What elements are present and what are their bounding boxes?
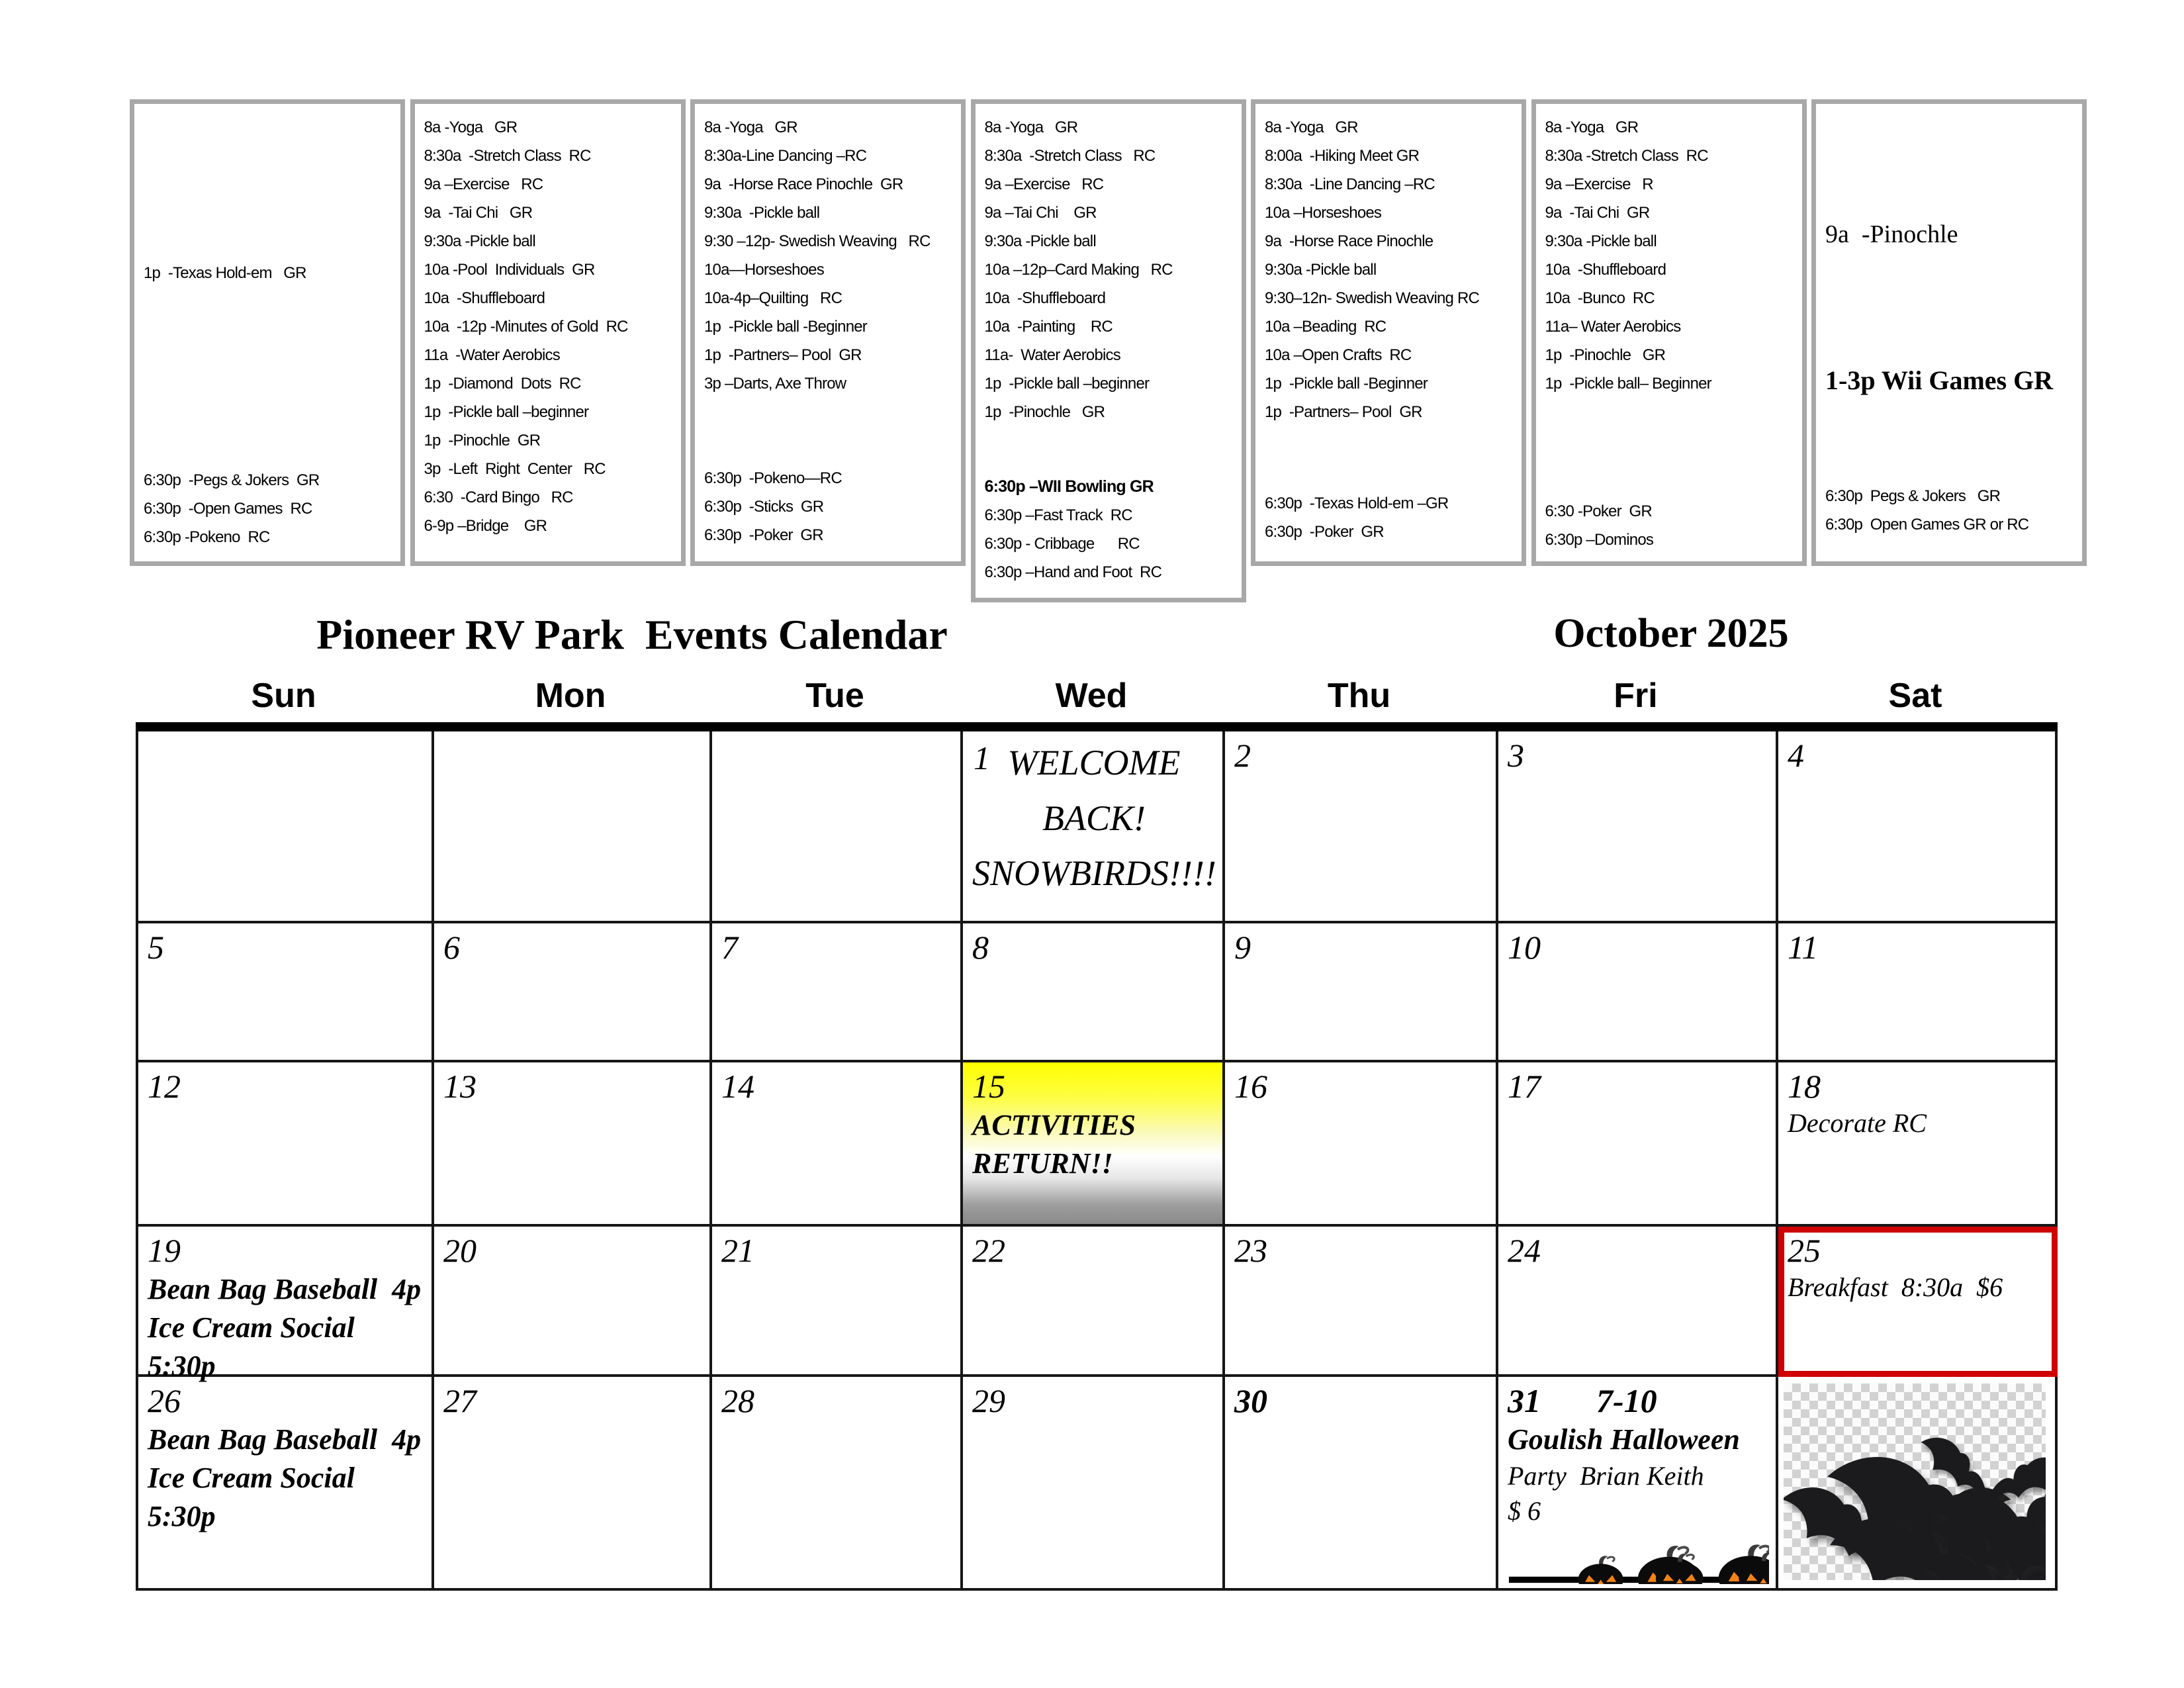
day-header-thu: Thu <box>1327 677 1391 715</box>
day-number: 4 <box>1788 737 1804 774</box>
schedule-event: 6:30p -Pokeno—RC <box>704 469 842 487</box>
calendar-cell-26 <box>138 1377 434 1591</box>
schedule-event: 8a -Yoga GR <box>984 118 1078 136</box>
schedule-box-wednesday <box>971 99 1246 602</box>
schedule-box-thursday <box>1251 99 1526 566</box>
schedule-event: 9:30a -Pickle ball <box>704 204 820 222</box>
calendar-cell-23 <box>1225 1227 1498 1377</box>
schedule-event: 8:30a -Line Dancing –RC <box>1265 175 1435 193</box>
schedule-box-monday <box>410 99 686 566</box>
schedule-event: 8a -Yoga GR <box>704 118 797 136</box>
schedule-event: 3p –Darts, Axe Throw <box>704 375 846 393</box>
calendar-cell-24 <box>1498 1227 1778 1377</box>
schedule-event: 10a -Pool Individuals GR <box>424 261 595 279</box>
schedule-event: 11a– Water Aerobics <box>1545 318 1681 336</box>
schedule-event: 10a -Shuffleboard <box>1545 261 1666 279</box>
day-number: 7 <box>721 929 738 966</box>
calendar-cell-2 <box>1225 731 1498 923</box>
schedule-event: 10a –Beading RC <box>1265 318 1387 336</box>
cell-note: $ 6 <box>1508 1495 1541 1526</box>
cell-note: 5:30p <box>148 1500 216 1533</box>
cell-note: Decorate RC <box>1788 1108 1927 1138</box>
schedule-event: 9:30a -Pickle ball <box>424 232 535 250</box>
calendar-grid <box>136 722 2058 1591</box>
cell-note: Party Brian Keith <box>1508 1461 1704 1491</box>
calendar-cell-15 <box>963 1062 1225 1227</box>
day-number: 15 <box>972 1068 1005 1105</box>
schedule-event: 1p -Pickle ball –beginner <box>984 375 1150 393</box>
cell-note: WELCOME <box>1007 743 1181 782</box>
calendar-cell-bats <box>1778 1377 2058 1591</box>
day-number: 6 <box>443 929 460 966</box>
schedule-event: 10a -Shuffleboard <box>984 289 1106 307</box>
calendar-cell-8 <box>963 923 1225 1062</box>
schedule-event: 9a -Horse Race Pinochle <box>1265 232 1433 250</box>
schedule-event: 6:30 -Card Bingo RC <box>424 489 573 506</box>
schedule-event: 6:30p -Poker GR <box>1265 523 1384 541</box>
calendar-cell-13 <box>434 1062 712 1227</box>
schedule-event: 8:30a -Stretch Class RC <box>424 147 591 165</box>
schedule-event: 10a -Bunco RC <box>1545 289 1655 307</box>
day-number: 11 <box>1788 929 1819 966</box>
day-header-tue: Tue <box>805 677 864 715</box>
calendar-cell-28 <box>712 1377 963 1591</box>
schedule-event: 9a -Horse Race Pinochle GR <box>704 175 903 193</box>
schedule-event: 9a –Tai Chi GR <box>984 204 1097 222</box>
schedule-event: 1p -Pickle ball -Beginner <box>704 318 868 336</box>
day-number: 31 7-10 <box>1508 1382 1657 1419</box>
calendar-cell-7 <box>712 923 963 1062</box>
day-number: 1 <box>974 739 990 776</box>
day-number: 23 <box>1234 1232 1267 1269</box>
cell-note: Goulish Halloween <box>1508 1423 1740 1456</box>
schedule-event: 9:30a -Pickle ball <box>1545 232 1657 250</box>
day-header-mon: Mon <box>535 677 606 715</box>
schedule-event: 1p -Pinochle GR <box>1545 346 1666 364</box>
calendar-cell-31 <box>1498 1377 1778 1591</box>
calendar-cell-20 <box>434 1227 712 1377</box>
schedule-boxes <box>130 99 2087 606</box>
day-headers <box>136 671 2055 720</box>
schedule-event: 1p -Pinochle GR <box>984 403 1105 421</box>
schedule-event: 9:30a -Pickle ball <box>1265 261 1377 279</box>
schedule-event: 9a –Exercise R <box>1545 175 1653 193</box>
calendar-cell-9 <box>1225 923 1498 1062</box>
day-number: 24 <box>1508 1232 1541 1269</box>
schedule-event: 6:30 -Poker GR <box>1545 502 1652 520</box>
cell-note: SNOWBIRDS!!!! <box>972 853 1216 894</box>
day-number: 28 <box>721 1382 754 1419</box>
day-number: 8 <box>972 929 989 966</box>
schedule-event: 6:30p -Sticks GR <box>704 498 824 516</box>
schedule-event: 9a –Exercise RC <box>984 175 1104 193</box>
schedule-event: 8a -Yoga GR <box>424 118 518 136</box>
schedule-event: 1-3p Wii Games GR <box>1825 365 2054 395</box>
cell-note: Bean Bag Baseball 4p <box>148 1273 422 1305</box>
schedule-event: 9a -Pinochle <box>1825 220 1958 248</box>
day-number: 17 <box>1508 1068 1541 1105</box>
cell-note: Breakfast 8:30a $6 <box>1788 1272 2003 1302</box>
schedule-event: 10a-4p–Quilting RC <box>704 289 842 307</box>
schedule-event: 6:30p - Cribbage RC <box>984 535 1140 553</box>
schedule-event: 10a -Shuffleboard <box>424 289 545 307</box>
cell-note: Bean Bag Baseball 4p <box>148 1423 422 1456</box>
schedule-event: 1p -Pinochle GR <box>424 432 541 449</box>
calendar-cell-30 <box>1225 1377 1498 1591</box>
calendar-cell-17 <box>1498 1062 1778 1227</box>
month-year-label: October 2025 <box>1553 611 1789 656</box>
calendar-cell-empty <box>434 731 712 923</box>
day-number: 22 <box>972 1232 1005 1269</box>
day-header-wed: Wed <box>1055 677 1128 715</box>
cell-note: 5:30p <box>148 1350 216 1383</box>
schedule-event: 6-9p –Bridge GR <box>424 517 547 535</box>
schedule-event: 1p -Partners– Pool GR <box>704 346 862 364</box>
schedule-box-friday <box>1531 99 1807 566</box>
cell-note: BACK! <box>1042 798 1146 838</box>
schedule-event: 1p -Diamond Dots RC <box>424 375 581 393</box>
calendar-cell-19 <box>138 1227 434 1383</box>
calendar-cell-6 <box>434 923 712 1062</box>
calendar-cell-11 <box>1778 923 2058 1062</box>
day-number: 14 <box>721 1068 754 1105</box>
calendar-cell-12 <box>138 1062 434 1227</box>
calendar-cell-3 <box>1498 731 1778 923</box>
schedule-event: 6:30p -Pegs & Jokers GR <box>144 471 320 489</box>
schedule-event: 6:30p Pegs & Jokers GR <box>1825 487 2001 505</box>
schedule-event: 6:30p -Open Games RC <box>144 500 312 518</box>
day-number: 10 <box>1508 929 1541 966</box>
schedule-event: 6:30p –Fast Track RC <box>984 506 1132 524</box>
day-number: 13 <box>443 1068 477 1105</box>
day-header-sat: Sat <box>1888 677 1942 715</box>
day-number: 3 <box>1508 737 1524 774</box>
schedule-event: 6:30p –WII Bowling GR <box>984 477 1154 496</box>
schedule-event: 6:30p Open Games GR or RC <box>1825 516 2029 534</box>
schedule-event: 10a –Horseshoes <box>1265 204 1382 222</box>
day-number: 25 <box>1788 1232 1821 1269</box>
day-number: 12 <box>148 1068 181 1105</box>
schedule-box-saturday <box>1811 99 2087 566</box>
schedule-event: 3p -Left Right Center RC <box>424 460 606 478</box>
schedule-event: 10a—Horseshoes <box>704 261 824 279</box>
schedule-event: 9:30 –12p- Swedish Weaving RC <box>704 232 931 250</box>
day-number: 27 <box>443 1382 477 1419</box>
schedule-event: 1p -Partners– Pool GR <box>1265 403 1422 421</box>
calendar-cell-14 <box>712 1062 963 1227</box>
schedule-event: 1p -Pickle ball– Beginner <box>1545 375 1711 393</box>
day-header-sun: Sun <box>251 677 316 715</box>
calendar-cell-16 <box>1225 1062 1498 1227</box>
event-time-range: 7-10 <box>1596 1382 1657 1419</box>
calendar-cell-1 <box>963 731 1225 923</box>
day-number: 30 <box>1234 1382 1267 1419</box>
schedule-event: 8a -Yoga GR <box>1265 118 1358 136</box>
day-number: 26 <box>148 1382 181 1419</box>
schedule-event: 1p -Pickle ball -Beginner <box>1265 375 1428 393</box>
day-number: 2 <box>1234 737 1251 774</box>
schedule-event: 8a -Yoga GR <box>1545 118 1639 136</box>
cell-note: ACTIVITIES <box>972 1109 1136 1141</box>
schedule-event: 9:30a -Pickle ball <box>984 232 1096 250</box>
schedule-event: 6:30p -Poker GR <box>704 526 823 544</box>
schedule-event: 10a –12p–Card Making RC <box>984 261 1173 279</box>
page-title: Pioneer RV Park Events Calendar <box>316 611 948 658</box>
schedule-event: 11a- Water Aerobics <box>984 346 1120 364</box>
calendar-cell-10 <box>1498 923 1778 1062</box>
cell-note: Ice Cream Social <box>148 1311 355 1344</box>
calendar-cell-5 <box>138 923 434 1062</box>
calendar-cell-27 <box>434 1377 712 1591</box>
schedule-event: 6:30p -Texas Hold-em –GR <box>1265 494 1449 512</box>
schedule-event: 8:30a -Stretch Class RC <box>984 147 1156 165</box>
schedule-event: 8:30a-Line Dancing –RC <box>704 147 867 165</box>
schedule-event: 9a -Tai Chi GR <box>424 204 533 222</box>
schedule-event: 1p -Pickle ball –beginner <box>424 403 589 421</box>
pumpkin-row-image <box>1508 1530 1769 1584</box>
day-number: 29 <box>972 1382 1005 1419</box>
day-number: 19 <box>148 1232 181 1269</box>
schedule-event: 10a -Painting RC <box>984 318 1113 336</box>
schedule-event: 9a -Tai Chi GR <box>1545 204 1650 222</box>
schedule-event: 11a -Water Aerobics <box>424 346 560 364</box>
bats-clipart-image <box>1784 1383 2046 1580</box>
schedule-event: 10a –Open Crafts RC <box>1265 346 1412 364</box>
calendar-cell-25 <box>1778 1227 2058 1377</box>
calendar-cell-29 <box>963 1377 1225 1591</box>
schedule-event: 10a -12p -Minutes of Gold RC <box>424 318 628 336</box>
schedule-box-sunday <box>130 99 405 566</box>
schedule-event: 1p -Texas Hold-em GR <box>144 264 306 282</box>
schedule-event: 9a –Exercise RC <box>424 175 543 193</box>
schedule-box-tuesday <box>690 99 966 566</box>
day-header-fri: Fri <box>1614 677 1658 715</box>
schedule-event: 8:30a -Stretch Class RC <box>1545 147 1708 165</box>
schedule-event: 8:00a -Hiking Meet GR <box>1265 147 1420 165</box>
day-number: 5 <box>148 929 164 966</box>
schedule-event: 6:30p -Pokeno RC <box>144 528 270 546</box>
day-number: 20 <box>443 1232 477 1269</box>
day-number: 16 <box>1234 1068 1267 1105</box>
schedule-event: 6:30p –Hand and Foot RC <box>984 563 1162 581</box>
day-number: 18 <box>1788 1068 1821 1105</box>
calendar-cell-4 <box>1778 731 2058 923</box>
calendar-cell-empty <box>138 731 434 923</box>
calendar-cell-18 <box>1778 1062 2058 1227</box>
day-number: 9 <box>1234 929 1251 966</box>
cell-note: Ice Cream Social <box>148 1462 355 1495</box>
calendar-cell-empty <box>712 731 963 923</box>
schedule-event: 6:30p –Dominos <box>1545 531 1654 549</box>
day-number: 21 <box>721 1232 754 1269</box>
calendar-cell-21 <box>712 1227 963 1377</box>
schedule-event: 9:30–12n- Swedish Weaving RC <box>1265 289 1480 307</box>
cell-note: RETURN!! <box>972 1147 1113 1180</box>
calendar-cell-22 <box>963 1227 1225 1377</box>
